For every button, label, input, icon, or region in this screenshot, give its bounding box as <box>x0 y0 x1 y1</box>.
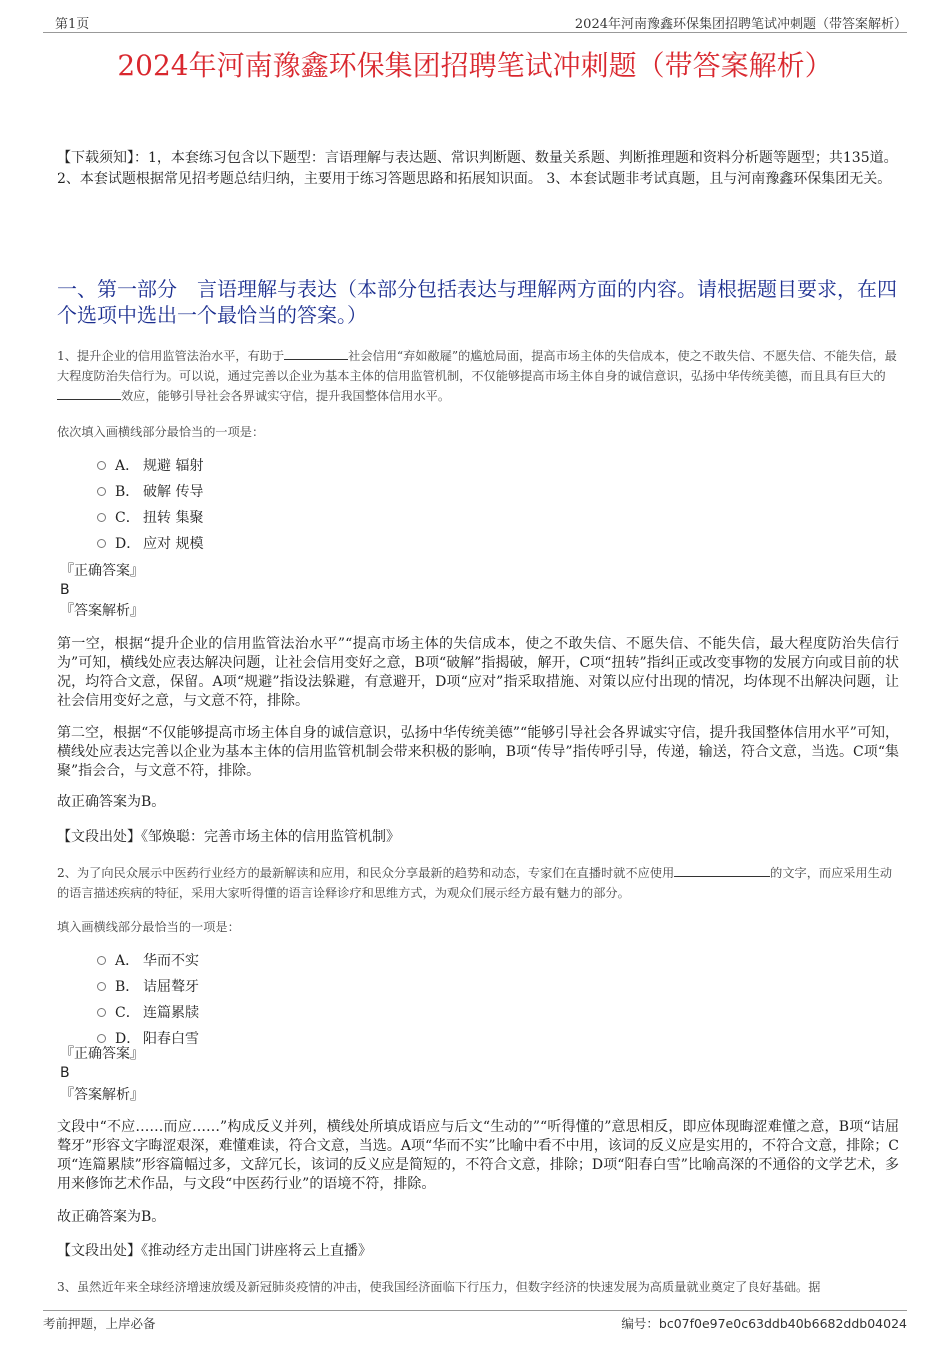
page-number: 第1页 <box>55 17 90 32</box>
radio-icon[interactable] <box>97 539 106 548</box>
q1-analysis-2: 第二空，根据“不仅能够提高市场主体自身的诚信意识，弘扬中华传统美德”“能够引导社会各界诚实守信，提升我国整体信用水平”可知，横线处应表达完善以企业为基本主体的信用监管机制会带来积极的影响，B项“传导”指传呼引导，传递，输送，符合文意，当选。C项“集聚”指会合，与文意不符，排除。 <box>57 725 899 779</box>
footer-slogan: 考前押题，上岸必备 <box>43 1316 156 1331</box>
correct-answer-label: 『正确答案』 <box>60 1046 144 1062</box>
radio-icon[interactable] <box>97 1034 106 1043</box>
radio-icon[interactable] <box>97 956 106 965</box>
analysis-label: 『答案解析』 <box>60 1087 144 1103</box>
header-divider <box>43 32 907 33</box>
radio-icon[interactable] <box>97 461 106 470</box>
q1-conclusion: 故正确答案为B。 <box>57 794 166 810</box>
question-2-text: 2、为了向民众展示中医药行业经方的最新解读和应用，和民众分享最新的趋势和动态，专家们在直播时就不应使用 的文字，而应采用生动的语言描述疾病的特征，采用大家听得懂的语言诠释诊疗和思维方式，为观众们展示经方最有魅力的部分。 <box>57 866 893 900</box>
q2-answer: B <box>60 1065 70 1081</box>
q1-option-b[interactable]: B． 破解 传导 <box>97 482 203 502</box>
question-1-lead: 依次填入画横线部分最恰当的一项是： <box>57 425 265 439</box>
q2-option-b[interactable]: B． 诘屈聱牙 <box>97 977 199 997</box>
footer-divider <box>43 1310 907 1311</box>
q1-option-c[interactable]: C． 扭转 集聚 <box>97 508 203 528</box>
q1-source: 【文段出处】《邹焕聪：完善市场主体的信用监管机制》 <box>57 829 400 845</box>
q1-analysis-1: 第一空，根据“提升企业的信用监管法治水平”“提高市场主体的失信成本，使之不敢失信、不愿失信、不能失信，最大程度防治失信行为”可知，横线处应表达解决问题，让社会信用变好之意，B项“破解”指揭破，解开，C项“扭转”指纠正或改变事物的发展方向或目前的状况，均符合文意，保留。A项“规避”指设法躲避，有意避开，D项“应对”指采取措施、对策以应付出现的情况，均体现不出解决问题，让社会信用变好之意，与文意不符，排除。 <box>57 636 899 709</box>
radio-icon[interactable] <box>97 513 106 522</box>
q2-analysis-1: 文段中“不应……而应……”构成反义并列，横线处所填成语应与后文“生动的”“听得懂的”意思相反，即应体现晦涩难懂之意，B项“诘屈聱牙”形容文字晦涩艰深，难懂难读，符合文意，当选。A项“华而不实”比喻中看不中用，该词的反义应是实用的，不符合文意，排除；C项“连篇累牍”形容篇幅过多，文辞冗长，该词的反义应是简短的，不符合文意，排除；D项“阳春白雪”比喻高深的不通俗的文学艺术，多用来修饰艺术作品，与文段“中医药行业”的语境不符，排除。 <box>57 1119 899 1192</box>
section-title: 一、第一部分 言语理解与表达（本部分包括表达与理解两方面的内容。请根据题目要求，在四个选项中选出一个最恰当的答案。） <box>57 277 897 327</box>
download-notice: 【下载须知】：1，本套练习包含以下题型：言语理解与表达题、常识判断题、数量关系题、判断推理题和资料分析题等题型；共135道。 2、本套试题根据常见招考题总结归纳，主要用于练习答题思路和拓展知识面。 3、本套试题非考试真题，且与河南豫鑫环保集团无关。 <box>57 150 898 187</box>
q2-option-c[interactable]: C． 连篇累牍 <box>97 1003 199 1023</box>
q2-option-a[interactable]: A． 华而不实 <box>97 951 199 971</box>
q2-source: 【文段出处】《推动经方走出国门讲座将云上直播》 <box>57 1243 372 1259</box>
page-header <box>55 13 907 33</box>
radio-icon[interactable] <box>97 487 106 496</box>
header-doc-title: 2024年河南豫鑫环保集团招聘笔试冲刺题（带答案解析） <box>574 17 907 32</box>
footer-code: 编号：bc07f0e97e0c63ddb40b6682ddb04024 <box>621 1316 907 1331</box>
question-3-text: 3、虽然近年来全球经济增速放缓及新冠肺炎疫情的冲击，使我国经济面临下行压力，但数字经济的快速发展为高质量就业奠定了良好基础。据 <box>57 1280 821 1294</box>
analysis-label: 『答案解析』 <box>60 603 144 619</box>
radio-icon[interactable] <box>97 1008 106 1017</box>
fill-blank <box>674 864 770 877</box>
question-2-lead: 填入画横线部分最恰当的一项是： <box>57 920 240 934</box>
document-title: 2024年河南豫鑫环保集团招聘笔试冲刺题（带答案解析） <box>117 49 833 82</box>
page-footer <box>43 1314 907 1330</box>
q2-conclusion: 故正确答案为B。 <box>57 1209 166 1225</box>
q1-option-a[interactable]: A． 规避 辐射 <box>97 456 203 476</box>
fill-blank <box>57 387 121 400</box>
fill-blank <box>284 347 348 360</box>
question-1-text: 1、提升企业的信用监管法治水平，有助于 社会信用“弃如敝屣”的尴尬局面，提高市场主体的失信成本，使之不敢失信、不愿失信、不能失信，最大程度防治失信行为。可以说，通过完善以企业为基本主体的信用监管机制，不仅能够提高市场主体自身的诚信意识，弘扬中华传统美德，而且具有巨大的效应，能够引导社会各界诚实守信，提升我国整体信用水平。 <box>57 349 897 403</box>
q1-answer: B <box>60 582 70 598</box>
q1-option-d[interactable]: D． 应对 规模 <box>97 534 203 554</box>
radio-icon[interactable] <box>97 982 106 991</box>
correct-answer-label: 『正确答案』 <box>60 563 144 579</box>
q2-option-d[interactable]: D． 阳春白雪 <box>97 1029 199 1049</box>
